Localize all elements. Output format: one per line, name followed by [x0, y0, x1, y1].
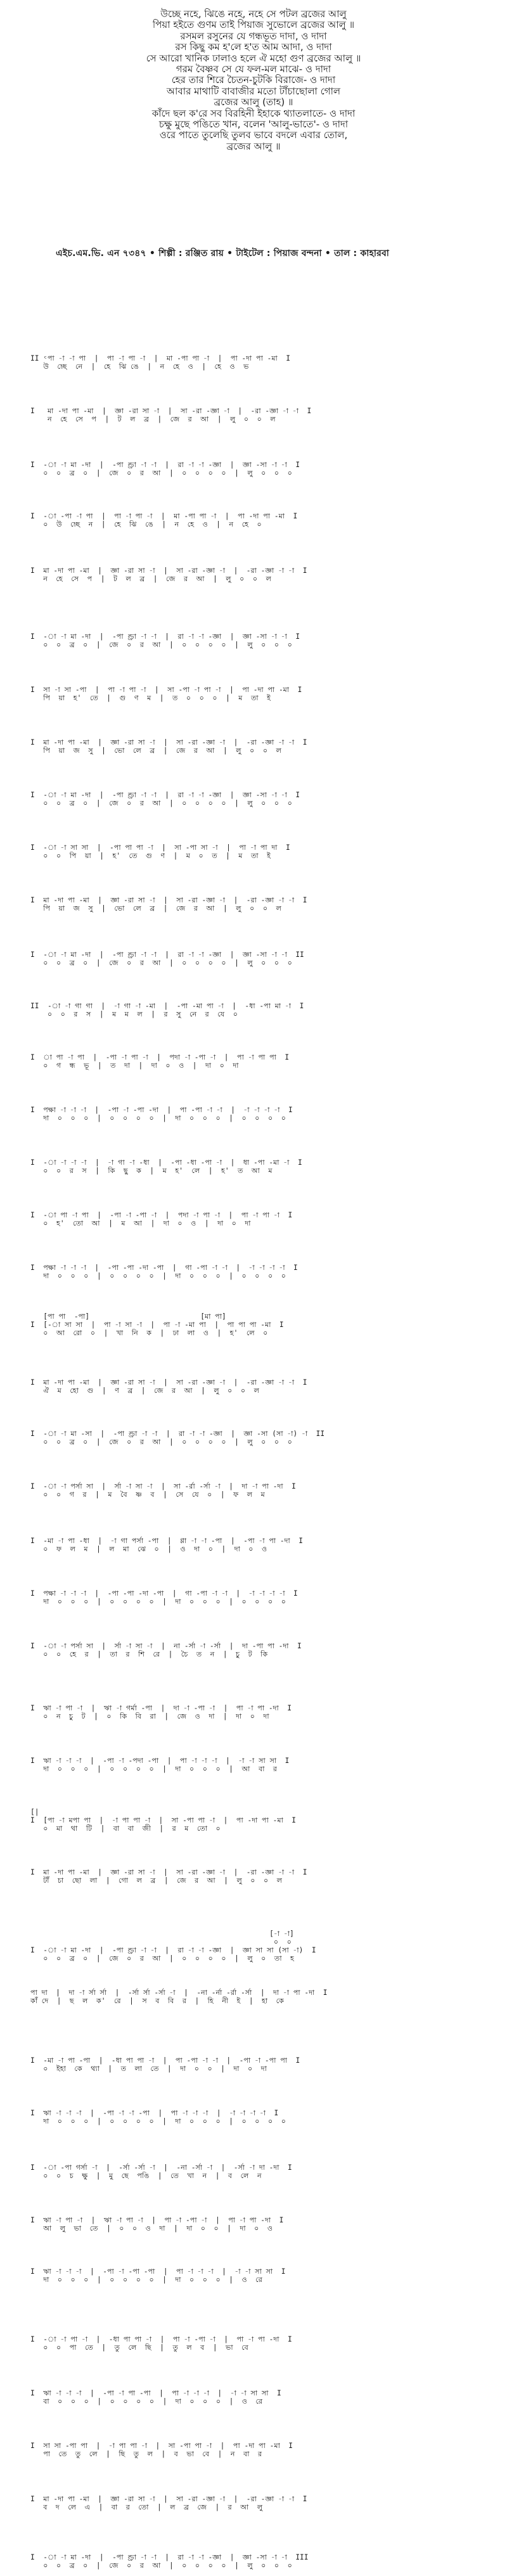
lyric-line: রসমল রসুনের যে গন্ধভূত দাদা, ও দাদা: [180, 30, 327, 42]
lyric-syllables: ০ ০ চ ক্ষু | মু ছে পঙি | তে খা ন | ব লে ন: [30, 2172, 262, 2180]
lyric-syllables: কাঁ দে | ছ ল ক' রে | স ব বি র | হি নী ই | হা কে: [30, 1997, 285, 2005]
notation-row: [30, 2056, 474, 2073]
notation-row: [30, 1642, 474, 1658]
lyric-syllables: ০ ০ পি য়া | হ' তে গু ণ | ম ০ ত | ম তা ই: [30, 852, 271, 860]
notation-row: [30, 1704, 474, 1721]
lyric-syllables: দা ০ ০ ০ | ০ ০ ০ ০ | দা ০ ০ ০ | ও রে: [30, 2276, 262, 2284]
lyric-syllables: ঐ ম হো গু | ণ ব্র | জে র আ | লু ০ ০ ল: [30, 1387, 259, 1395]
swara-line: I ঋা -া পা -া | ঋা -া পা -া | পা -া -পা -া | পা -া পা -দা I: [30, 2216, 284, 2224]
notation-row: [30, 1312, 474, 1337]
notation-row: [30, 843, 474, 860]
notation-row: [30, 738, 474, 755]
lyric-syllables: ০ ০ ব্র ০ | জে ০ র আ | ০ ০ ০ ০ | লু ০ ০ ০: [30, 1438, 292, 1446]
notation-row: [30, 951, 474, 967]
recording-info: এইচ.এম.ভি. এন ৭৩৪৭ • শিল্পী : রঞ্জিত রায় • টাইটেল : পিয়াজ বন্দনা • তাল : কাহারবা: [56, 248, 390, 259]
swara-line: I -া -া মা -দা | -পা ণ্ড্রা -া -া | রা -া -া -জ্ঞা | জ্ঞা -সা -া -া II: [30, 951, 304, 959]
notation-row: [30, 1808, 474, 1833]
swara-line: I -া -া -া -া | -া গা -া -ধা | -পা -ধা -পা -া | ধা -পা -মা -া I: [30, 1158, 302, 1167]
notation-row: [30, 2267, 474, 2284]
swara-line: I [পা -া মপা পা | -া পা পা -া | সা -পা পা -া | পা -দা পা -মা I: [30, 1816, 297, 1824]
notation-row: [30, 1989, 474, 2005]
swara-line: I -মা -া পা -পা | -ধা পা পা -া | পা -পা -া -া | -পা -া -পা পা I: [30, 2056, 300, 2065]
swara-line: I -া -া মা -দা | -পা ণ্ড্রা -া -া | রা -া -া -জ্ঞা | জ্ঞা -সা -া -া III: [30, 2553, 309, 2561]
swara-line: I ঋা -া -া -া | -পা -া -পা -পা | পা -া -া -া | -া -া সা সা I: [30, 2267, 286, 2276]
notation-row: [30, 2109, 474, 2125]
swara-line: I মা -দা পা -মা | জ্ঞা -রা সা -া | সা -রা -জ্ঞা -া | -রা -জ্ঞা -া -া I: [30, 738, 307, 747]
lyric-syllables: ০ ন চু ট | ০ কি বি রা | জে ও দা | দা ০ দা: [30, 1712, 269, 1721]
swara-line: I -া -া মা -দা | -পা ণ্ড্রা -া -া | রা -া -া -জ্ঞা | জ্ঞা -সা -া -া I: [30, 791, 300, 799]
lyric-syllables: বা ০ ০ ০ | ০ ০ ০ ০ | দা ০ ০ ০ | ও রে: [30, 2397, 263, 2406]
lyric-syllables: ০ ০ ব্র ০ | জে ০ র আ | ০ ০ ০ ০ | লু ০ ০ ০: [30, 469, 292, 477]
swara-line: পা দা | দা -া র্সা র্সা | -র্সা র্সা -র্সা -া | -না -র্না -র্রা -র্সা | দা -া পা -দা I: [30, 1989, 328, 1997]
notation-row: [30, 1158, 474, 1175]
notation-row: [30, 2495, 474, 2511]
lyric-syllables: পি য়া জ সু | ভো লে ব্র | জে র আ | লু ০ ০ ল: [30, 904, 281, 913]
swara-line: I ঋা -া -া -া | -পা -া -া -পা | পা -া -া -া | -া -া -া -া I: [30, 2109, 279, 2117]
lyric-syllables: ০ ইহা কে থ্যা | ত লা তে | দা ০ ০ | দা ০ দা: [30, 2065, 267, 2073]
swara-line: I -া -া পর্সা সা | র্সা -া সা -া | না -র্সা -া -র্সা | দা -পা পা -দা I: [30, 1642, 302, 1650]
notation-row: [30, 1537, 474, 1553]
lyric-syllables: ০ উ চ্ছে ন | হে ঝি ঙে | ন হে ও | ন হে ০: [30, 520, 262, 529]
notation-row: [30, 632, 474, 649]
notation-row: [30, 2553, 474, 2570]
notation-row: [30, 791, 474, 807]
lyric-line: হের তার শিরে চৈতন-চুটকি বিরাজে- ও দাদা: [171, 74, 336, 86]
swara-line: I -া -া মা -দা | -পা ণ্ড্রা -া -া | রা -া -া -জ্ঞা | জ্ঞা -সা -া -া I: [30, 632, 300, 641]
swara-line: I ঋা -া -া -া | -পা -া পা -পা | পা -া -া -া | -া -া সা সা I: [30, 2389, 281, 2397]
notation-row: [30, 354, 474, 371]
lyric-line: ওরে পাতে তুলেছি তুলব ভাবে বদলে এবার তোল,: [159, 129, 348, 141]
swara-line: I মা -দা পা -মা | জ্ঞা -রা সা -া | সা -রা -জ্ঞা -া | -রা -জ্ঞা -া -া I: [30, 567, 307, 575]
notation-row: [30, 512, 474, 529]
swara-line: I া পা -া পা | -পা -া পা -া | পদা -া -পা -া | পা -া পা পা I: [30, 1053, 290, 1061]
lyric-syllables: দা ০ ০ ০ | ০ ০ ০ ০ | দা ০ ০ ০ | আ বা র: [30, 1765, 278, 1773]
swara-line: I মা -দা পা -মা | জ্ঞা -রা সা -া | সা -রা -জ্ঞা -া | -রা -জ্ঞা -া -া I: [30, 896, 307, 904]
swara-line: I -া -া সা সা | -পা পা পা -া | সা -পা সা -া | পা -া পা দা I: [30, 843, 290, 852]
lyric-syllables: ০ হ' তো আ | ম আ | দা ০ ও | দা ০ দা: [30, 1219, 251, 1227]
lyric-syllables: দা ০ ০ ০ | ০ ০ ০ ০ | দা ০ ০ ০ | ০ ০ ০ ০: [30, 1598, 286, 1606]
notation-row: [30, 1930, 474, 1963]
lyric-syllables: ০ ০ হে র | তা র শি রে | চৈ ত ন | চু ট কি: [30, 1650, 268, 1658]
lyric-line: পিয়া হইতে গুণম তাই পিয়াজ সুভোলে ব্রজের আলু ॥: [152, 19, 355, 31]
notation-row: [30, 2335, 474, 2352]
swara-line: I -া -া পা -া | -ধা পা পা -া | পা -া -পা -া | পা -া পা -দা I: [30, 2335, 292, 2343]
lyric-line: গরম বৈষ্ণব সে যে ফল-মল মাঝে- ও দাদা: [176, 63, 331, 75]
lyric-line: ব্রজের আলু (তাহ) ॥: [214, 96, 293, 108]
lyric-line: উচ্ছে নহে, ঝিঙে নহে, নহে সে পটল ব্রজের আলু: [160, 8, 347, 20]
lyric-syllables: ব দ লে এ | বা র তো | ল ব্র জে | র আ লু: [30, 2503, 263, 2511]
notation-row: [30, 1589, 474, 1606]
swara-line: I সা সা -পা পা | -া পা পা -া | সা -পা পা -া | পা -দা পা -মা I: [30, 2442, 293, 2450]
notation-row: [30, 407, 474, 423]
lyric-syllables: ০ গ ন্ধ ভূ | ত দা | দা ০ ও | দা ০ দা: [30, 1061, 239, 1070]
swara-line: I সা -া সা -পা | পা -া পা -া | সা -পা -া পা -া | পা -দা পা -মা I: [30, 686, 302, 694]
swara-line: I -মা -া পা -ধা | -া গা পর্সা -পা | ণ্ণা -া -া -পা | -পা -া পা -দা I: [30, 1537, 303, 1545]
lyric-syllables: ০ ০ র স | ম ম ল | র সু নে র যে ০: [30, 1010, 238, 1018]
swara-line: I -া -া মা -দা | -পা ণ্ড্রা -া -া | রা -া -া -জ্ঞা | জ্ঞা সা সা (সা -া) I: [30, 1946, 316, 1954]
swara-line: I -া -পা -া পা | পা -া পা -া | মা -পা পা -া | পা -দা পা -মা I: [30, 512, 298, 520]
swara-line: II -া -া গা গা | -া গা -া -মা | -পা -মা পা -া | -ধা -পা মা -া I: [30, 1002, 304, 1010]
lyric-syllables: ০ ০ পা তে | তু লে ছি | তু ল ব | ভা বে: [30, 2343, 248, 2352]
lyric-syllables: পি য়া জ সু | ভো লে ব্র | জে র আ | লু ০ ০ ল: [30, 747, 281, 755]
notation-row: [30, 1002, 474, 1018]
lyric-syllables: পা তে তু লে | ছি তু ল | ব ভা বে | ন বা র: [30, 2450, 262, 2458]
lyric-line: চক্ষু মুছে পঙিতে খান, বলেন 'আলু-ভাতে'- ও দাদা: [158, 119, 349, 131]
lyric-line: কাঁদে ছল ক'রে সব বিরহিনী ইহাকে থ্যাতলাতে- ও দাদা: [151, 107, 356, 119]
lyric-syllables: পি য়া হ' তে | গু ণ ম | ত ০ ০ ০ | ম তা ই: [30, 694, 271, 702]
notation-row: [30, 2442, 474, 2458]
swara-line: [পা পা -পা] [মা পা]: [30, 1312, 226, 1321]
lyric-syllables: ন হে সে প | ট ল ব্র | জে র আ | লু ০ ০ ল: [30, 415, 276, 423]
swara-line: I পক্ষা -া -া -া | -পা -পা -দা -পা | গা -পা -া -া | -া -া -া -া I: [30, 1589, 298, 1598]
lyric-syllables: ০ আ রো ০ | খা নি ক | ঢা লা ও | হ' লে ০: [30, 1329, 268, 1337]
swara-line: I পক্ষা -া -া -া | -পা -পা -দা -পা | গা -পা -া -া | -া -া -া -া I: [30, 1264, 298, 1272]
notation-row: [30, 1757, 474, 1773]
swara-line: [|: [30, 1808, 39, 1816]
notation-row: [30, 1378, 474, 1395]
notation-row: [30, 1211, 474, 1227]
lyric-syllables: ০ মা থা টি | বা বা জী | র ম তো ০: [30, 1824, 221, 1833]
lyric-syllables: ০ ফ ল ম | ল মা ঝে ০ | ও দা ০ | দা ০ ও: [30, 1545, 267, 1553]
swara-line: I মা -দা পা -মা | জ্ঞা -রা সা -া | সা -রা -জ্ঞা -া | -রা -জ্ঞা -া -া I: [30, 407, 312, 415]
lyric-syllables: ০ ০ ব্র ০ | জে ০ র আ | ০ ০ ০ ০ | লু ০ ০ ০: [30, 641, 292, 649]
notation-row: [30, 567, 474, 583]
notation-row: [30, 1482, 474, 1499]
swara-line: I -া -পা গর্সা -া | -র্সা -র্সা -া | -না -র্সা -া | -র্সা -া দা -দা I: [30, 2163, 292, 2172]
notation-row: [30, 1106, 474, 1122]
lyric-syllables: ০ ০ ব্র ০ | জে ০ র আ | ০ ০ ০ ০ | লু ০ ০ ০: [30, 959, 292, 967]
swara-line: I -া -া পর্সা সা | র্সা -া সা -া | সা -র্রা -র্সা -া | দা -া পা -দা I: [30, 1482, 296, 1490]
lyric-line: ব্রজের আলু ॥: [226, 140, 281, 152]
lyric-syllables: টাঁ চা ছো লা | গো ল ব্র | জে র আ | লু ০ ০ ল: [30, 1876, 283, 1885]
lyric-syllables: ন হে সে প | ট ল ব্র | জে র আ | লু ০ ০ ল: [30, 575, 271, 583]
lyric-syllables: ০ ০ ব্র ০ | জে ০ র আ | ০ ০ ০ ০ | লু ০ তা হ: [30, 1954, 294, 1963]
lyric-line: রস কিছু কম হ'লে হ'ত আম আদা, ও দাদা: [175, 41, 332, 53]
swara-line: I মা -দা পা -মা | জ্ঞা -রা সা -া | সা -রা -জ্ঞা -া | -রা -জ্ঞা -া -া I: [30, 1378, 307, 1387]
swara-line: ০ ০: [30, 1938, 292, 1946]
swara-line: I ঋা -া পা -া | ঋা -া গর্মা -পা | দা -া -পা -া | পা -া পা -দা I: [30, 1704, 292, 1712]
lyric-syllables: আ লু ভা তে | ০ ০ ও দা | দা ০ ০ | দা ০ ও: [30, 2224, 273, 2233]
lyric-syllables: উ চ্ছে নে | হে ঝি ঙে | ন হে ও | হে ও ভ: [30, 362, 249, 371]
swara-line: I ঋা -া -া -া | -পা -া -পদা -পা | পা -া -া -া | -া -া সা সা I: [30, 1757, 290, 1765]
swara-line: I পক্ষা -া -া -া | -পা -া -পা -দা | পা -পা -া -া | -া -া -া -া I: [30, 1106, 293, 1114]
lyric-syllables: দা ০ ০ ০ | ০ ০ ০ ০ | দা ০ ০ ০ | ০ ০ ০ ০: [30, 2117, 286, 2125]
notation-row: [30, 2216, 474, 2233]
notation-row: [30, 896, 474, 913]
swara-line: I মা -দা পা -মা | জ্ঞা -রা সা -া | সা -রা -জ্ঞা -া | -রা -জ্ঞা -া -া I: [30, 2495, 307, 2503]
swara-line: I মা -দা পা -মা | জ্ঞা -রা সা -া | সা -রা -জ্ঞা -া | -রা -জ্ঞা -া -া I: [30, 1868, 307, 1876]
lyric-syllables: ০ ০ ব্র ০ | জে ০ র আ | ০ ০ ০ ০ | লু ০ ০ ০: [30, 2561, 292, 2570]
swara-line: [-া -া]: [30, 1930, 294, 1938]
lyric-syllables: ০ ০ ব্র ০ | জে ০ র আ | ০ ০ ০ ০ | লু ০ ০ ০: [30, 799, 292, 807]
lyric-line: সে আরো খানিক ঢালাও হলে ঐ মহো গুণ ব্রজের আলু ॥: [146, 52, 361, 64]
lyric-syllables: দা ০ ০ ০ | ০ ০ ০ ০ | দা ০ ০ ০ | ০ ০ ০ ০: [30, 1272, 286, 1280]
swara-line: I -া পা -া পা | -পা -া -পা -া | পদা -া পা -া | পা -া পা -া I: [30, 1211, 293, 1219]
swara-line: I [-া সা সা | পা -া সা -া | পা -া -মা পা | পা পা পা -মা I: [30, 1321, 284, 1329]
notation-row: [30, 2163, 474, 2180]
notation-row: [30, 686, 474, 702]
notation-row: [30, 461, 474, 477]
swara-line: II ᶜপা -া -া পা | পা -া পা -া | মা -পা পা -া | পা -দা পা -মা I: [30, 354, 290, 362]
notation-row: [30, 1868, 474, 1885]
swara-line: I -া -া মা -দা | -পা ণ্ড্রা -া -া | রা -া -া -জ্ঞা | জ্ঞা -সা -া -া I: [30, 461, 300, 469]
notation-row: [30, 2389, 474, 2406]
notation-row: [30, 1264, 474, 1280]
notation-row: [30, 1430, 474, 1446]
lyric-syllables: ০ ০ গ র | ম বৈ ষ্ণ ব | সে যে ০ | ফ ল ম: [30, 1490, 265, 1499]
swara-line: I -া -া মা -সা | -পা ণ্ড্রা -া -া | রা -া -া -জ্ঞা | জ্ঞা -সা (সা -া) -া II: [30, 1430, 325, 1438]
lyric-syllables: ০ ০ র স | কি ছু ক | ম হ' লে | হ' ত আ ম: [30, 1167, 273, 1175]
notation-row: [30, 1053, 474, 1070]
lyric-syllables: দা ০ ০ ০ | ০ ০ ০ ০ | দা ০ ০ ০ | ০ ০ ০ ০: [30, 1114, 286, 1122]
lyric-line: আবার মাথাটি বাবাজীর মতো টাঁচাছোলা গোল: [166, 85, 341, 97]
